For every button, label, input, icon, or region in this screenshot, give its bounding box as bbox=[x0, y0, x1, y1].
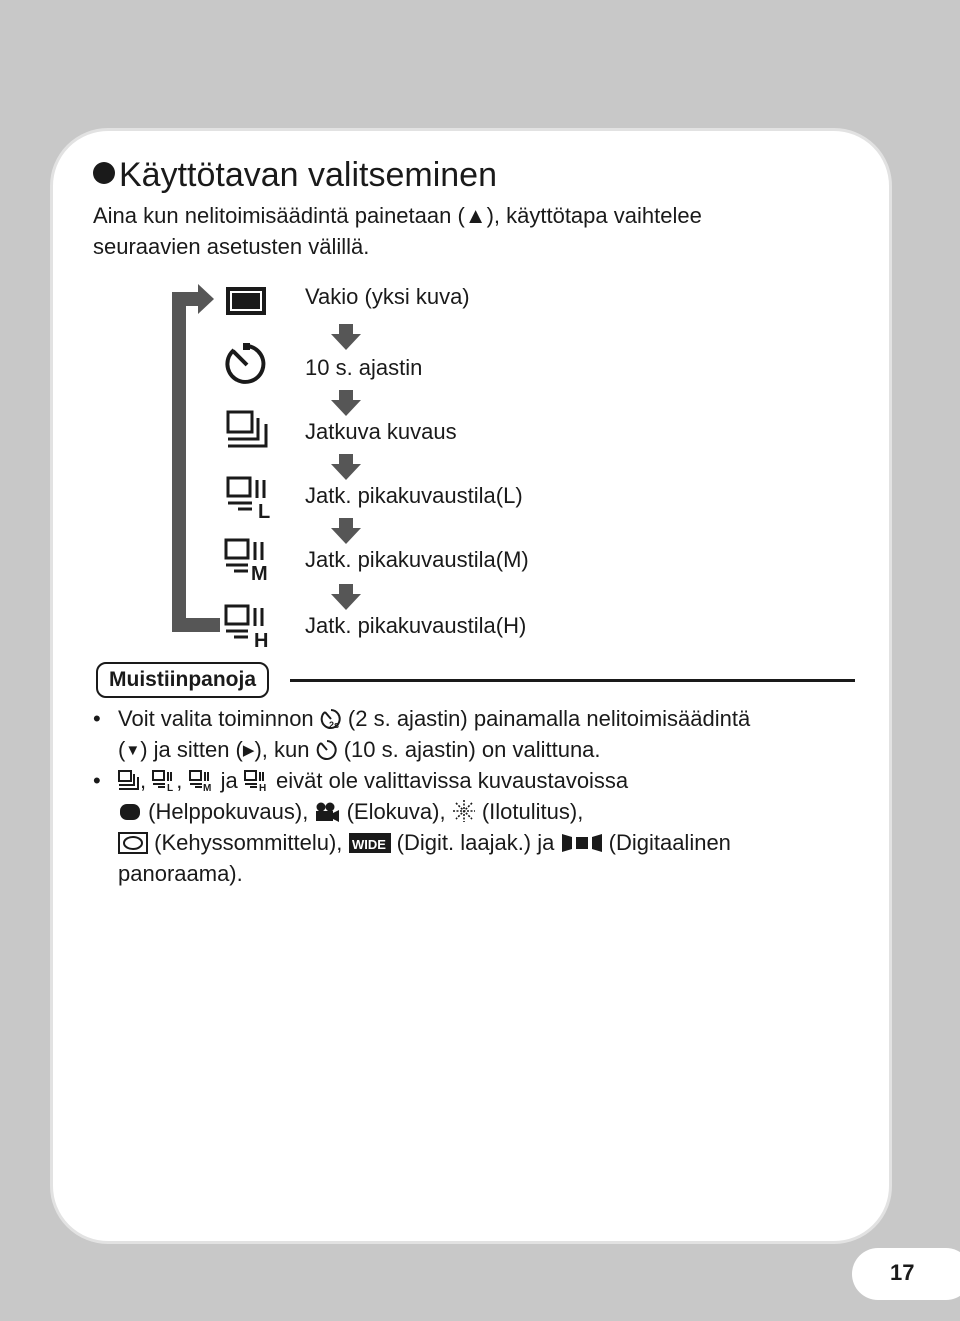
panorama-icon bbox=[561, 832, 603, 854]
sequential-m-icon bbox=[189, 770, 215, 792]
down-arrow-icon bbox=[331, 518, 361, 544]
mode-label-sequential-m: Jatk. pikakuvaustila(M) bbox=[305, 547, 529, 572]
svg-text:H: H bbox=[254, 630, 269, 650]
note-unavailable-modes: • , L , M ja H eivät ole valittavissa kuvaustavoissa (Helppokuvaus), (Elokuva), (Ilotulitus), (Kehyssommittelu), WIDE (Digit. laajak.) ja (Digitaalinen panoraama). bbox=[93, 768, 731, 886]
notes-rule bbox=[290, 679, 855, 682]
wide-badge-text: WIDE bbox=[351, 837, 386, 852]
svg-text:M: M bbox=[202, 783, 211, 792]
mode-label-timer: 10 s. ajastin bbox=[305, 355, 423, 380]
down-arrow-icon bbox=[331, 584, 361, 610]
cycle-bracket-bottom bbox=[172, 618, 220, 632]
framing-assist-icon bbox=[118, 832, 148, 854]
down-arrow-icon bbox=[331, 390, 361, 416]
notes-heading: Muistiinpanoja bbox=[96, 662, 269, 698]
sequential-m-icon bbox=[224, 538, 276, 584]
easy-mode-icon bbox=[118, 801, 142, 823]
title-bullet-icon bbox=[93, 162, 115, 184]
down-button-icon: ▼ bbox=[125, 742, 141, 759]
mode-label-single: Vakio (yksi kuva) bbox=[305, 284, 470, 309]
cycle-bracket-top bbox=[172, 292, 200, 306]
cycle-bracket bbox=[172, 292, 186, 632]
wide-mode-icon bbox=[349, 832, 391, 854]
mode-label-sequential: Jatkuva kuvaus bbox=[305, 419, 457, 444]
sequential-h-icon bbox=[244, 770, 270, 792]
self-timer-icon bbox=[316, 739, 338, 761]
cycle-arrow-icon bbox=[198, 284, 214, 314]
section-title: Käyttötavan valitseminen bbox=[93, 155, 497, 195]
sequential-h-icon bbox=[224, 604, 274, 650]
single-frame-icon bbox=[224, 284, 268, 318]
down-arrow-icon bbox=[331, 454, 361, 480]
sequential-l-icon bbox=[226, 476, 274, 522]
sequential-icon bbox=[118, 770, 140, 792]
svg-text:L: L bbox=[167, 783, 174, 792]
sequential-icon bbox=[226, 410, 270, 452]
movie-icon bbox=[314, 801, 340, 823]
mode-label-sequential-h: Jatk. pikakuvaustila(H) bbox=[305, 613, 527, 638]
self-timer-2s-icon bbox=[320, 708, 342, 730]
down-arrow-icon bbox=[331, 324, 361, 350]
sequential-l-icon bbox=[152, 770, 176, 792]
intro-text: Aina kun nelitoimisäädintä painetaan (▲), käyttötapa vaihtelee seuraavien asetusten välillä. bbox=[93, 203, 702, 259]
mode-label-sequential-l: Jatk. pikakuvaustila(L) bbox=[305, 483, 523, 508]
svg-text:2s: 2s bbox=[328, 720, 339, 730]
svg-text:H: H bbox=[258, 783, 267, 792]
fireworks-icon bbox=[452, 799, 476, 823]
self-timer-icon bbox=[224, 342, 270, 388]
note-timer: • Voit valita toiminnon 2s (2 s. ajastin) painamalla nelitoimisäädintä (▼) ja sitten (▶), kun (10 s. ajastin) on valittuna. bbox=[93, 706, 751, 762]
right-button-icon: ▶ bbox=[242, 742, 255, 759]
page-number: 17 bbox=[890, 1260, 915, 1285]
svg-text:M: M bbox=[251, 563, 268, 584]
svg-text:L: L bbox=[258, 501, 271, 522]
